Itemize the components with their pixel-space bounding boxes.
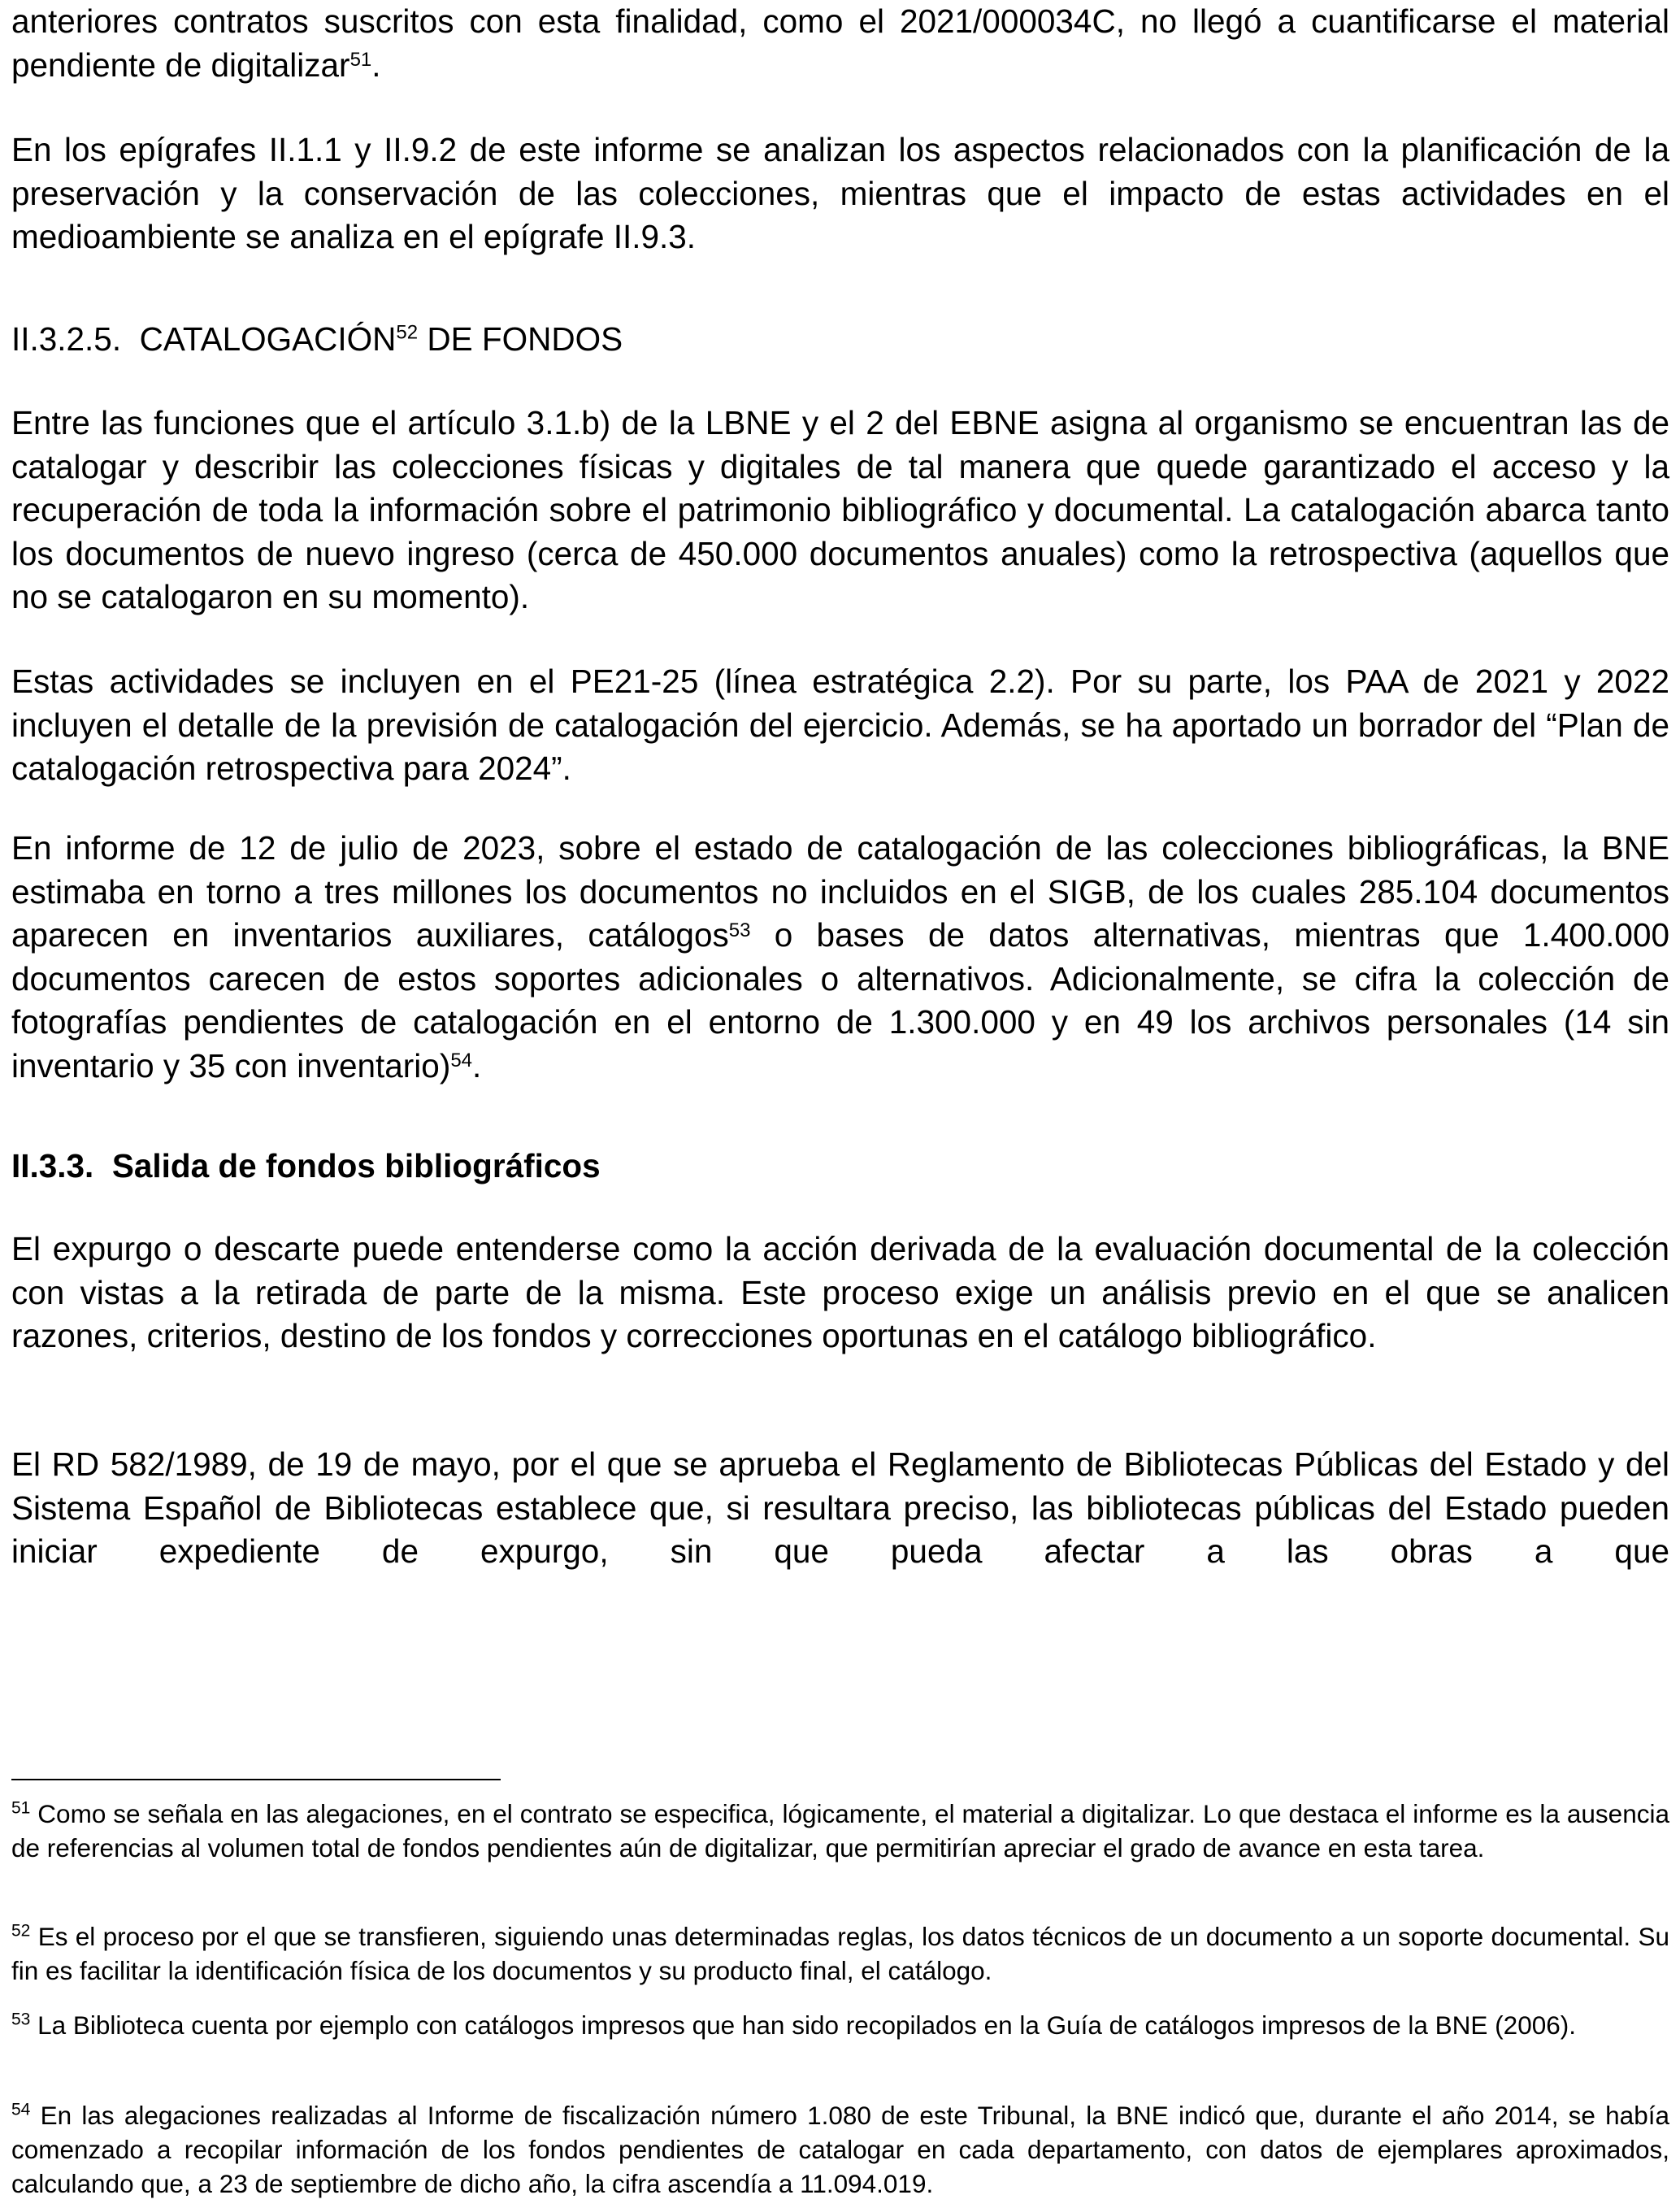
footnote-53 bbox=[11, 2008, 1669, 2042]
paragraph-digitization-contracts bbox=[11, 0, 1669, 87]
footnote-51 bbox=[11, 1797, 1669, 1865]
section-title: CATALOGACIÓN bbox=[139, 320, 397, 358]
paragraph-rd-582-1989: El RD 582/1989, de 19 de mayo, por el que se aprueba el Reglamento de Bibliotecas Públicas del Estado y del Sistema Español de Bibliotecas establece que, si resultara preciso, las bibliotecas públicas del Estado pueden iniciar expediente de expurgo, sin que pueda afectar a las obras a que bbox=[11, 1445, 1669, 1570]
paragraph-activities: Estas actividades se incluyen en el PE21-25 (línea estratégica 2.2). Por su parte, los PAA de 2021 y 2022 incluyen el detalle de la previsión de catalogación del ejercicio. Además, se ha aportado un borrador del “Plan de catalogación retrospectiva para 2024”. bbox=[11, 663, 1669, 787]
footnote-ref-54[interactable]: 54 bbox=[450, 1050, 473, 1071]
paragraph-epigraphs: En los epígrafes II.1.1 y II.9.2 de este informe se analizan los aspectos relacionados con la planificación de la preservación y la conservación de las colecciones, mientras que el impacto de estas actividades en el medioambiente se analiza en el epígrafe II.9.3. bbox=[11, 131, 1669, 255]
footnote-number: 53 bbox=[11, 2010, 31, 2029]
footnote-ref-51[interactable]: 51 bbox=[349, 49, 372, 71]
section-number: II.3.3. bbox=[11, 1147, 94, 1184]
footnote-text: La Biblioteca cuenta por ejemplo con catálogos impresos que han sido recopilados en la Guía de catálogos impresos de la BNE (2006). bbox=[30, 2010, 1576, 2040]
paragraph-text: anteriores contratos suscritos con esta finalidad, como el 2021/000034C, no llegó a cuantificarse el material pendiente de digitalizar bbox=[11, 2, 1669, 84]
footnote-ref-52[interactable]: 52 bbox=[396, 321, 419, 344]
footnote-number: 51 bbox=[11, 1798, 31, 1818]
paragraph-expurgo: El expurgo o descarte puede entenderse como la acción derivada de la evaluación documental de la colección con vistas a la retirada de parte de la misma. Este proceso exige un análisis previo en el que se analicen razones, criterios, destino de los fondos y correcciones oportunas en el catálogo bibliográfico. bbox=[11, 1230, 1669, 1354]
paragraph-report-july-2023 bbox=[11, 827, 1669, 1088]
footnote-text: Como se señala en las alegaciones, en el contrato se especifica, lógicamente, el material a digitalizar. Lo que destaca el informe es la ausencia de referencias al volumen total de fondos pendientes aún de digitalizar, que permitirían apreciar el grado de avance en esta tarea. bbox=[11, 1799, 1669, 1862]
section-title-tail: DE FONDOS bbox=[418, 320, 623, 358]
footnote-number: 52 bbox=[11, 1921, 31, 1941]
section-heading-salida-fondos bbox=[11, 1145, 601, 1189]
footnote-ref-53[interactable]: 53 bbox=[728, 919, 751, 941]
section-number: II.3.2.5. bbox=[11, 320, 122, 358]
section-title: Salida de fondos bibliográficos bbox=[111, 1147, 601, 1184]
footnote-number: 54 bbox=[11, 2100, 31, 2119]
paragraph-text: o bases de datos alternativas, mientras que 1.400.000 documentos carecen de estos soportes adicionales o alternativos. Adicionalmente, se cifra la colección de fotografías pendientes de catalogación en el entorno de 1.300.000 y en 49 los archivos personales (14 sin inventario y 35 con inventario) bbox=[11, 916, 1669, 1084]
footnote-separator bbox=[11, 1779, 501, 1780]
section-heading-catalogacion bbox=[11, 318, 623, 362]
paragraph-functions: Entre las funciones que el artículo 3.1.b) de la LBNE y el 2 del EBNE asigna al organismo se encuentran las de catalogar y describir las colecciones físicas y digitales de tal manera que quede garantizado el acceso y la recuperación de toda la información sobre el patrimonio bibliográfico y documental. La catalogación abarca tanto los documentos de nuevo ingreso (cerca de 450.000 documentos anuales) como la retrospectiva (aquellos que no se catalogaron en su momento). bbox=[11, 404, 1669, 615]
footnote-text: En las alegaciones realizadas al Informe de fiscalización número 1.080 de este Tribunal, la BNE indicó que, durante el año 2014, se había comenzado a recopilar información de los fondos pendientes de catalogar en cada departamento, con datos de ejemplares aproximados, calculando que, a 23 de septiembre de dicho año, la cifra ascendía a 11.094.019. bbox=[11, 2101, 1669, 2198]
footnote-text: Es el proceso por el que se transfieren, siguiendo unas determinadas reglas, los datos técnicos de un documento a un soporte documental. Su fin es facilitar la identificación física de los documentos y su producto final, el catálogo. bbox=[11, 1922, 1669, 1985]
footnote-52 bbox=[11, 1919, 1669, 1988]
paragraph-text: En informe de 12 de julio de 2023, sobre el estado de catalogación de las colecciones bibliográficas, la BNE estimaba en torno a tres millones los documentos no incluidos en el SIGB, de los cuales 285.104 documentos aparecen en inventarios auxiliares, catálogos bbox=[11, 829, 1669, 954]
footnote-54 bbox=[11, 2098, 1669, 2201]
paragraph-text: . bbox=[472, 1046, 482, 1084]
paragraph-text: . bbox=[371, 46, 381, 84]
